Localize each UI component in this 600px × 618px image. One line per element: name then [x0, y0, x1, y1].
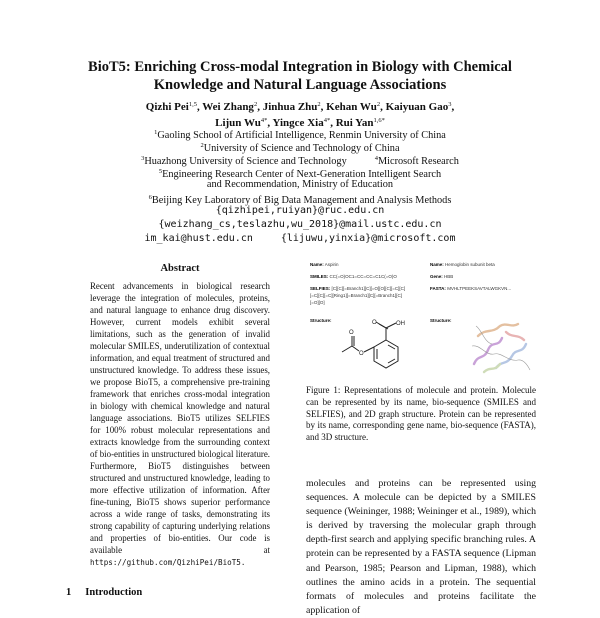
- affiliation: $^5$Engineering Research Center of Next-Generation Intelligent Search: [158, 168, 442, 180]
- section-title: Introduction: [85, 587, 143, 598]
- prot-name-row: Name: Hemoglobin subunit beta: [430, 262, 495, 267]
- email: im_kai@hust.edu.cn: [144, 233, 253, 244]
- svg-text:OH: OH: [396, 321, 405, 327]
- figure-caption: Figure 1: Representations of molecule and protein. Molecule can be represented by its name, bio-sequence (SMILES and SELFIES), and 2D graph structure. Protein can be represented by its name, corresponding gene name, bio-sequence (FASTA), and 3D structure.: [306, 385, 536, 443]
- svg-text:O: O: [349, 330, 354, 336]
- mol-structure-label: Structure:: [310, 318, 332, 323]
- abstract-text: Recent advancements in biological research leverage the integration of molecules, proteins, and natural language to enhance drug discovery. However, current models exhibit several limitations, such as the generation of invalid molecular SMILES, underutilization of contextual information, and equal treatment of structured and unstructured knowledge. To address these issues, we propose BioT5, a comprehensive pre-training framework that enriches cross-modal integration in biology with chemical knowledge and natural language associations. BioT5 utilizes SELFIES for 100% robust molecular representations and extracts knowledge from the surrounding context of bio-entities in unstructured biological literature. Furthermore, BioT5 distinguishes between structured and unstructured knowledge, leading to more effective utilization of information. After fine-tuning, BioT5 shows superior performance across a wide range of tasks, demonstrating its strong capability of capturing underlying relations and properties of bio-entities. Our code is available at: [90, 281, 270, 555]
- paper-title: BioT5: Enriching Cross-modal Integration in Biology with Chemical Knowledge and Natural Language Associations: [88, 59, 512, 93]
- abstract-heading: Abstract: [160, 263, 200, 274]
- aspirin-structure-diagram: [328, 318, 424, 378]
- affiliation: $^4$Microsoft Research: [374, 155, 459, 167]
- prot-structure-label: Structure:: [430, 318, 452, 323]
- author: Lijun $Wu^{4*}$: [215, 117, 268, 129]
- author: Yingce Xia$^{4*}$: [272, 117, 331, 129]
- author: Kehan Wu$^2$: [326, 101, 381, 113]
- svg-text:O: O: [372, 320, 377, 326]
- svg-text:O: O: [359, 351, 364, 357]
- selfies-row: SELFIES: [C][C][=Branch1][C][=O][O][C][=C][C]: [310, 286, 406, 291]
- author: Rui Yan$^{1,6*}$: [335, 117, 385, 129]
- author: Jinhua Zhu$^2$: [262, 101, 321, 113]
- author: Wei Zhang$^2$: [202, 101, 258, 113]
- gene-row: Gene: HBB: [430, 274, 454, 279]
- affiliation: $^3$Huazhong University of Science and Technology: [141, 155, 347, 167]
- email: {qizhipei,ruiyan}@ruc.edu.cn: [215, 205, 385, 216]
- selfies-line: [=O][O]: [310, 300, 325, 305]
- affiliation-continued: and Recommendation, Ministry of Education: [206, 179, 394, 190]
- smiles-row: SMILES: CC(=O)OC1=CC=CC=C1C(=O)O: [310, 274, 397, 279]
- affiliation: $^2$University of Science and Technology of China: [200, 142, 400, 154]
- figure-1: [306, 260, 536, 380]
- author: Qizhi Pei$^{1,5}$: [145, 101, 197, 113]
- email: {weizhang_cs,teslazhu,wu_2018}@mail.ustc.edu.cn: [158, 219, 442, 230]
- author: Kaiyuan Gao$^3$: [385, 101, 452, 113]
- section-number: 1: [66, 587, 72, 598]
- body-text: molecules and proteins can be represented using sequences. A molecule can be depicted by a SMILES sequence (Weininger, 1988; Weininger et al., 1989), which is derived by traversing the molecular graph through depth-first search and applying specific branching rules. A protein can be represented by a FASTA sequence (Lipman and Pearson, 1985; Pearson and Lipman, 1988), which outlines the amino acids in a protein. The sequential formats of molecules and proteins facilitate the application of: [306, 478, 536, 616]
- selfies-line: [=C][C][=C][Ring1][=Branch1][C][=Branch1][C]: [310, 293, 403, 298]
- abstract-body: [90, 280, 270, 569]
- section-heading: [66, 587, 142, 598]
- author-list: Qizhi Pei$^{1,5}$, Wei Zhang$^2$, Jinhua Zhu$^2$, Kehan Wu$^2$, Kaiyuan Gao$^3$, Lijun $Wu^{4*}$, Yingce Xia$^{4*}$, Rui Yan$^{1,6*}$: [145, 101, 455, 129]
- affiliation: $^6$Beijing Key Laboratory of Big Data Management and Analysis Methods: [148, 194, 452, 206]
- email: {lijuwu,yinxia}@microsoft.com: [280, 233, 456, 244]
- mol-name-row: Name: Aspirin: [310, 262, 339, 267]
- affiliation: $^1$Gaoling School of Artificial Intelligence, Renmin University of China: [154, 129, 446, 141]
- protein-structure-diagram: [466, 316, 534, 378]
- code-link[interactable]: https://github.com/QizhiPei/BioT5.: [90, 558, 246, 567]
- fasta-row: FASTA: MVHLTPEEKSAVTALWGKVN...: [430, 286, 512, 291]
- email-row: [60, 232, 540, 245]
